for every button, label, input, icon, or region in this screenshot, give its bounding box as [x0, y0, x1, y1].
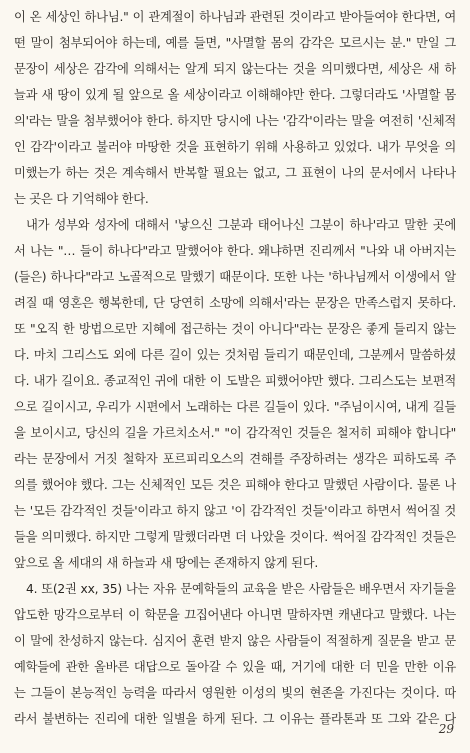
- text-line: 의를 했어야 했다. 그는 신체적인 모든 것은 피해야 한다고 말했던 사람이다. 물론 나: [14, 478, 456, 492]
- text-line: 이 말에 찬성하지 않는다. 심지어 훈련 받지 않은 사람들이 적절하게 질문을 받고 문: [14, 634, 456, 648]
- text-line: 또 "오직 한 방법으로만 지혜에 접근하는 것이 아니다"라는 문장은 좋게 들리지 않는: [14, 322, 456, 336]
- text-line: 4. 또(2권 xx, 35) 나는 자유 문예학들의 교육을 받은 사람들은 배우면서 자기들을: [26, 582, 456, 596]
- text-line: 문장이 세상은 감각에 의해서는 알게 되지 않는다는 것을 의미했다면, 세상은 새 하: [14, 62, 456, 76]
- text-line: 라서 불변하는 진리에 대한 일별을 하게 된다. 그 이유는 플라톤과 또 그와 같은 다: [14, 712, 456, 726]
- text-line: 으로 길이시고, 우리가 시편에서 노래하는 다른 길들이 있다. "주님이시여, 내게 길들: [14, 400, 456, 414]
- text-line: 인 감각'이라고 불러야 마땅한 것을 표현하기 위해 사용하고 있었다. 내가 무엇을 의: [14, 140, 456, 154]
- text-line: 다. 마치 그리스도 외에 다른 길이 있는 것처럼 들리기 때문인데, 그분께서 말씀하셨: [14, 348, 456, 362]
- text-line: 다. 내가 길이요. 종교적인 귀에 대한 이 도발은 피했어야만 했다. 그리스도는 보편적: [14, 374, 456, 388]
- text-line: 의'라는 말을 첨부했어야 한다. 하지만 당시에 나는 '감각'이라는 말을 여전히 '신체적: [14, 114, 456, 128]
- text-line: 이 온 세상인 하나님." 이 관계절이 하나님과 관련된 것이라고 받아들여야 한다면, 여: [14, 10, 456, 24]
- text-line: 떤 말이 첨부되어야 하는데, 예를 들면, "사멸할 몸의 감각은 모르시는 분." 만일 그: [14, 36, 456, 50]
- text-line: 미했는가 하는 것은 계속해서 반복할 필요는 없고, 그 표현이 나의 문서에서 나타나: [14, 166, 456, 180]
- text-line: 는 그들이 본능적인 능력을 따라서 영원한 이성의 빛의 현존을 가진다는 것이다. 따: [14, 686, 456, 700]
- text-line: 내가 성부와 성자에 대해서 '낳으신 그분과 태어나신 그분이 하나'라고 말한 곳에: [26, 218, 456, 232]
- text-line: 라는 문장에서 거짓 철학자 포르피리오스의 견해를 주장하려는 생각은 피하도록 주: [14, 452, 456, 466]
- text-line: 압도한 망각으로부터 이 학문을 끄집어낸다 아니면 말하자면 캐낸다고 말했다. 나는: [14, 608, 456, 622]
- text-line: (들은) 하나다"라고 노골적으로 말했기 때문이다. 또한 나는 '하나님께서 이생에서 알: [14, 270, 456, 284]
- text-line: 앞으로 올 세대의 새 하늘과 새 땅에는 존재하지 않게 된다.: [14, 556, 319, 570]
- text-line: 을 보이시고, 당신의 길을 가르치소서." "이 감각적인 것들은 철저히 피해야 합니다": [14, 426, 456, 440]
- text-line: 들을 의미했다. 하지만 그렇게 말했더라면 더 나았을 것이다. 썩어질 감각적인 것들은: [14, 530, 456, 544]
- text-line: 는 '모든 감각적인 것들'이라고 하지 않고 '이 감각적인 것들'이라고 하면서 썩어질 것: [14, 504, 456, 518]
- text-line: 예학들에 관한 올바른 대답으로 돌아갈 수 있을 때, 거기에 대한 더 민을 만한 이유: [14, 660, 456, 674]
- text-line: 늘과 새 땅이 있게 될 앞으로 올 세상이라고 이해해야만 한다. 그렇더라도 '사멸할 몸: [14, 88, 456, 102]
- text-line: 서 나는 "… 들이 하나다"라고 말했어야 한다. 왜냐하면 진리께서 "나와 내 아버지는: [14, 244, 456, 258]
- text-line: 는 곳은 다 기억해야 한다.: [14, 192, 149, 206]
- page-number: 29: [438, 722, 454, 736]
- text-line: 려질 때 영혼은 행복한데, 단 당연히 소망에 의해서'라는 문장은 만족스럽지 못하다.: [14, 296, 456, 310]
